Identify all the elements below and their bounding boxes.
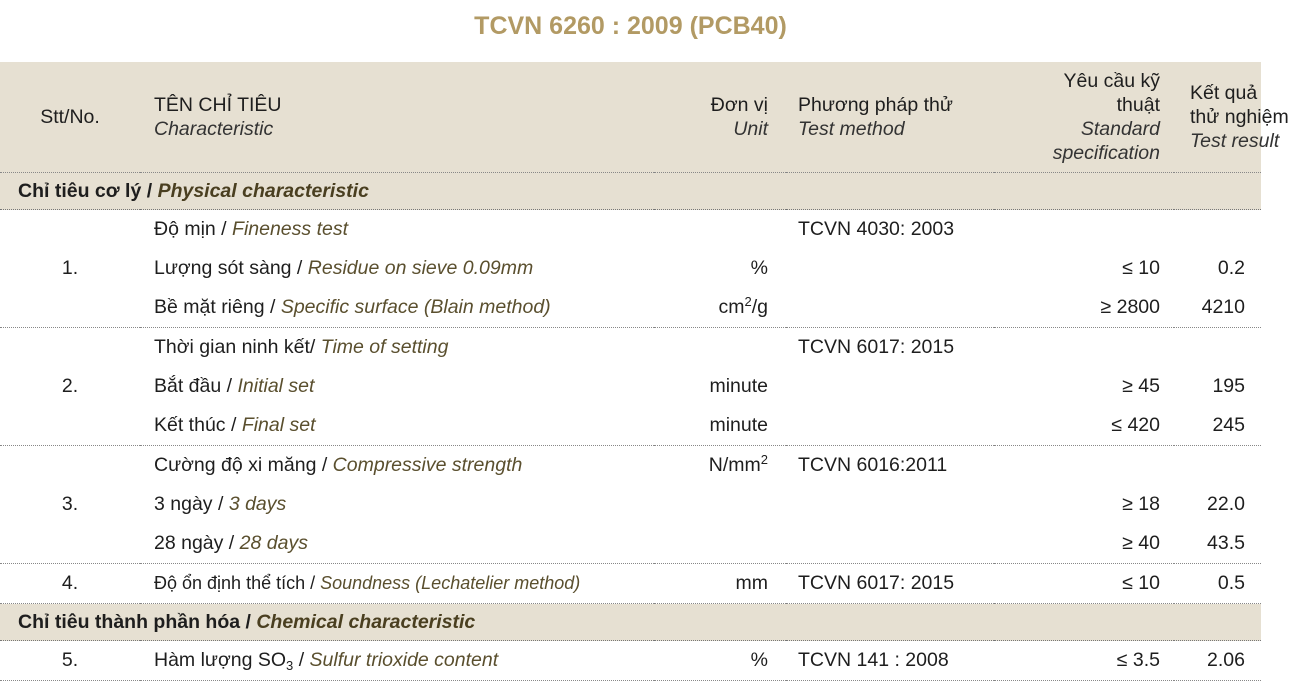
row-unit	[654, 288, 786, 328]
row-requirement: ≥ 2800	[994, 288, 1174, 328]
row-characteristic-en: Soundness (Lechatelier method)	[320, 573, 581, 593]
row-requirement: ≥ 45	[1122, 375, 1160, 397]
header-characteristic-en: Characteristic	[154, 118, 274, 140]
row-characteristic-vn: 28 ngày /	[154, 532, 240, 554]
unit-base: N/mm	[708, 454, 761, 476]
header-unit-en: Unit	[733, 118, 768, 140]
row-requirement	[994, 210, 1174, 250]
row-result: 4210	[1174, 288, 1261, 328]
header-requirement	[994, 62, 1174, 173]
row-requirement: ≤ 420	[994, 406, 1174, 446]
row-result	[1174, 328, 1261, 368]
table-row	[0, 249, 1261, 288]
row-result	[1174, 210, 1261, 250]
subscript: 3	[286, 658, 294, 673]
header-method	[786, 62, 994, 173]
page-title: TCVN 6260 : 2009 (PCB40)	[474, 12, 787, 40]
row-characteristic-vn: Hàm lượng SO	[154, 649, 287, 671]
row-characteristic-vn: Thời gian ninh kết/	[154, 336, 321, 358]
row-characteristic-en: Specific surface (Blain method)	[280, 296, 551, 318]
row-characteristic-en: Initial set	[237, 375, 315, 397]
row-unit: %	[750, 257, 768, 279]
row-method: TCVN 6017: 2015	[786, 564, 994, 604]
header-requirement-vn-1: Yêu cầu kỹ	[1063, 70, 1160, 92]
row-number: 1.	[0, 210, 140, 328]
row-characteristic	[140, 485, 654, 524]
header-requirement-en-1: Standard	[1080, 118, 1160, 140]
table-row	[0, 367, 1261, 406]
table-row	[0, 210, 1261, 250]
results-table	[0, 62, 1289, 681]
header-result	[1174, 62, 1289, 173]
header-characteristic-vn: TÊN CHỈ TIÊU	[154, 94, 282, 116]
table-row	[0, 485, 1261, 524]
row-unit: %	[654, 641, 786, 681]
row-unit: minute	[709, 375, 768, 397]
row-characteristic	[140, 641, 654, 681]
table-row	[0, 564, 1261, 604]
row-characteristic	[140, 524, 654, 564]
table-row	[0, 524, 1261, 564]
row-characteristic-vn: Cường độ xi măng /	[154, 454, 333, 476]
table-row	[0, 328, 1261, 368]
row-characteristic-en: 3 days	[228, 493, 287, 515]
row-characteristic	[140, 328, 654, 368]
row-characteristic-vn: Độ mịn /	[154, 218, 233, 240]
row-characteristic-en: Sulfur trioxide content	[309, 649, 499, 671]
table-row	[0, 288, 1261, 328]
row-characteristic-vn: Bắt đầu /	[154, 375, 238, 397]
results-table-wrapper	[0, 62, 1289, 681]
table-row	[0, 406, 1261, 446]
row-number: 2.	[0, 328, 140, 446]
section-chemical-en: Chemical characteristic	[256, 610, 476, 633]
row-requirement: ≤ 10	[994, 564, 1174, 604]
row-characteristic-en: 28 days	[239, 532, 308, 554]
row-requirement	[994, 446, 1174, 486]
header-requirement-en-2: specification	[1052, 142, 1160, 164]
row-requirement: ≥ 40	[994, 524, 1174, 564]
row-characteristic-vn: Kết thúc /	[154, 414, 242, 436]
row-characteristic-separator: /	[293, 649, 310, 671]
row-characteristic	[140, 367, 654, 406]
row-characteristic-en: Compressive strength	[332, 454, 523, 476]
table-row	[0, 446, 1261, 486]
row-unit	[654, 485, 786, 524]
table-row	[0, 641, 1261, 681]
row-requirement: ≥ 18	[1122, 493, 1160, 515]
row-result: 245	[1174, 406, 1261, 446]
row-method	[786, 485, 994, 524]
header-requirement-vn-2: thuật	[1116, 94, 1160, 116]
row-unit: minute	[654, 406, 786, 446]
row-requirement	[994, 328, 1174, 368]
row-method	[786, 406, 994, 446]
row-result: 0.5	[1174, 564, 1261, 604]
row-requirement: ≤ 3.5	[994, 641, 1174, 681]
row-method	[786, 288, 994, 328]
row-characteristic	[140, 210, 654, 250]
row-result	[1174, 446, 1261, 486]
row-result: 22.0	[1207, 493, 1245, 515]
header-result-vn-1: Kết quả	[1190, 82, 1258, 104]
row-characteristic	[140, 406, 654, 446]
row-method: TCVN 6017: 2015	[798, 336, 955, 358]
row-characteristic	[140, 288, 654, 328]
row-result: 0.2	[1217, 257, 1245, 279]
row-result: 2.06	[1174, 641, 1261, 681]
row-method: TCVN 141 : 2008	[786, 641, 994, 681]
header-result-vn-2: thử nghiệm	[1190, 106, 1289, 128]
header-stt: Stt/No.	[0, 62, 140, 173]
row-number: 4.	[0, 564, 140, 604]
row-unit	[654, 328, 786, 368]
row-characteristic-en: Fineness test	[232, 218, 349, 240]
row-characteristic	[140, 446, 654, 486]
row-unit	[654, 210, 786, 250]
row-requirement: ≤ 10	[1122, 257, 1160, 279]
section-chemical-vn: Chỉ tiêu thành phần hóa /	[18, 610, 257, 633]
unit-base: cm	[718, 296, 745, 318]
row-method	[786, 367, 994, 406]
row-characteristic	[140, 564, 654, 604]
row-number: 5.	[0, 641, 140, 681]
row-characteristic-vn: 3 ngày /	[154, 493, 229, 515]
row-method: TCVN 4030: 2003	[798, 218, 955, 240]
header-unit-vn: Đơn vị	[710, 94, 768, 116]
row-characteristic-vn: Bề mặt riêng /	[154, 296, 281, 318]
section-chemical	[0, 604, 1261, 641]
row-method	[786, 524, 994, 564]
row-method	[786, 249, 994, 288]
row-method: TCVN 6016:2011	[798, 454, 948, 476]
header-characteristic	[140, 62, 654, 173]
row-characteristic-en: Residue on sieve 0.09mm	[307, 257, 534, 279]
section-physical-vn: Chỉ tiêu cơ lý /	[18, 179, 158, 202]
section-physical	[0, 173, 1261, 210]
unit-superscript: 2	[760, 452, 768, 467]
row-result: 43.5	[1174, 524, 1261, 564]
table-header-row	[0, 62, 1261, 173]
header-method-en: Test method	[798, 118, 905, 140]
section-physical-en: Physical characteristic	[157, 179, 369, 202]
row-characteristic-vn: Lượng sót sàng /	[154, 257, 308, 279]
row-unit	[654, 446, 786, 486]
unit-tail: /g	[751, 296, 768, 318]
section-physical-label	[0, 173, 1261, 210]
section-chemical-label	[0, 604, 1261, 641]
row-characteristic-en: Time of setting	[320, 336, 449, 358]
row-unit: mm	[654, 564, 786, 604]
header-result-en: Test result	[1190, 130, 1280, 152]
header-unit	[654, 62, 786, 173]
row-result: 195	[1212, 375, 1245, 397]
row-characteristic	[140, 249, 654, 288]
header-method-vn: Phương pháp thử	[798, 94, 953, 116]
unit-superscript: 2	[744, 294, 752, 309]
row-number: 3.	[0, 446, 140, 564]
row-characteristic-vn: Độ ổn định thể tích /	[154, 573, 321, 593]
row-unit	[654, 524, 786, 564]
row-characteristic-en: Final set	[241, 414, 316, 436]
